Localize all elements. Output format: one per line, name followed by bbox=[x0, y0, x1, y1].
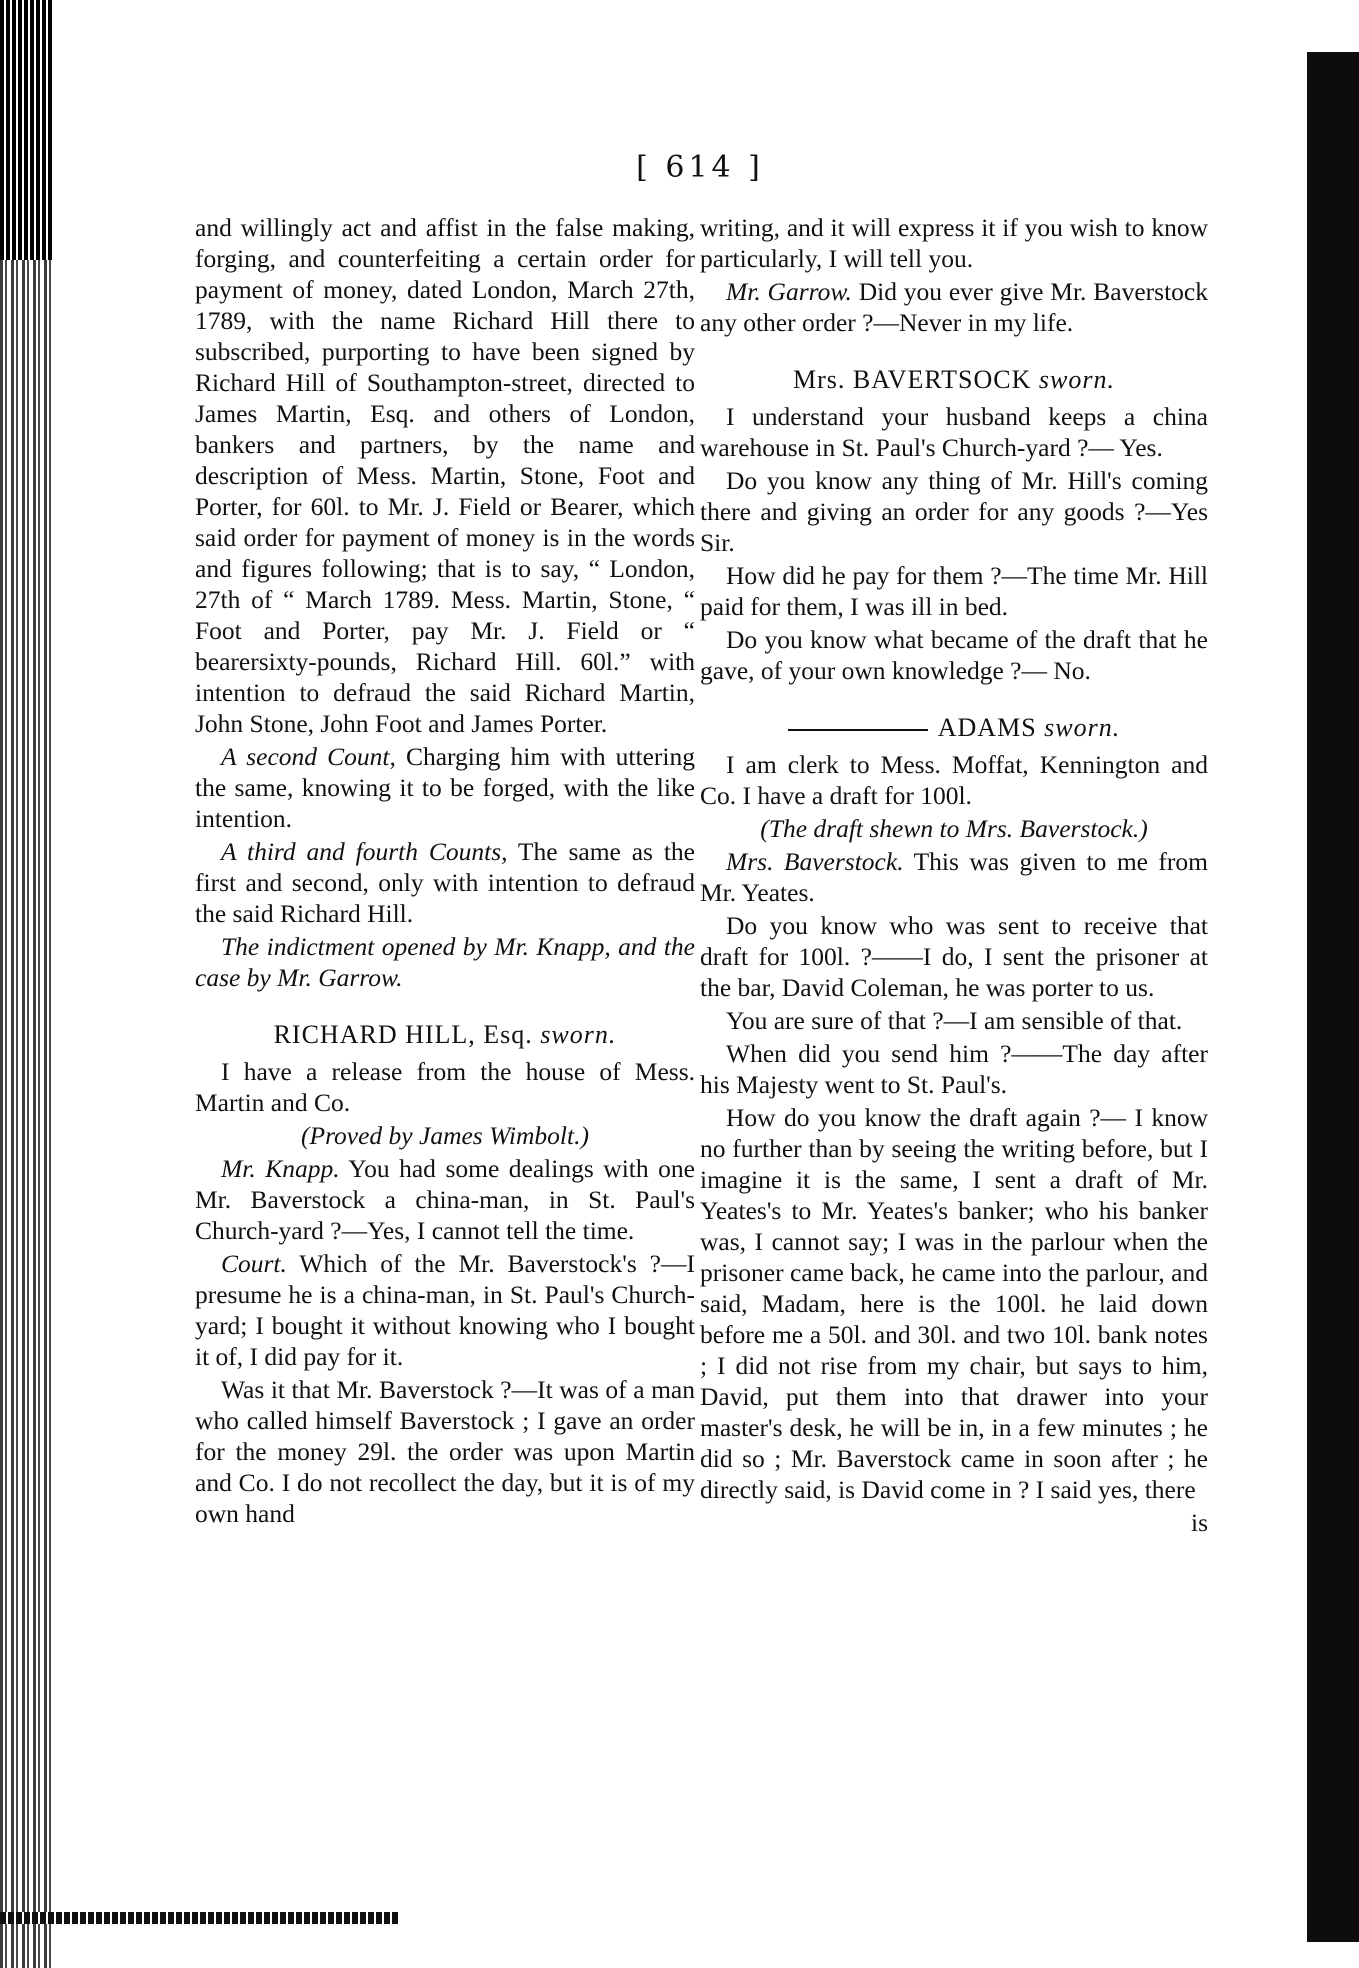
baverstock-q6: You are sure of that ?—I am sensible of that. bbox=[726, 1006, 1183, 1035]
adams-testimony: I am clerk to Mess. Moffat, Kennington and Co. I have a draft for 100l. bbox=[700, 750, 1208, 810]
court-question-text: Which of the Mr. Baverstock's ?—I presume he is a china-man, in St. Paul's Church-yard; I bought it without knowing who I bought it of, I did pay for it. bbox=[195, 1249, 695, 1371]
baverstock-answer-text: This was given to me from Mr. Yeates. bbox=[700, 847, 1208, 907]
witness-name: ADAMS bbox=[937, 713, 1037, 742]
second-count-text: Charging him with uttering the same, knowing it to be forged, with the like intention. bbox=[195, 742, 695, 833]
court-question bbox=[195, 1248, 695, 1372]
witness-name: Mrs. BAVERTSOCK bbox=[793, 365, 1032, 394]
second-count-paragraph bbox=[195, 741, 695, 834]
third-count-lead: A third and fourth Counts, bbox=[221, 837, 508, 866]
knapp-question bbox=[195, 1153, 695, 1246]
catchword: is bbox=[1190, 1508, 1208, 1537]
hill-testimony: I have a release from the house of Mess. Martin and Co. bbox=[195, 1057, 695, 1117]
scan-edge-right bbox=[1307, 52, 1359, 1942]
baverstock-q7: When did you send him ?——The day after his Majesty went to St. Paul's. bbox=[700, 1039, 1208, 1099]
second-count-lead: A second Count, bbox=[221, 742, 396, 771]
sworn-label: sworn. bbox=[1044, 713, 1121, 742]
speaker-knapp: Mr. Knapp. bbox=[221, 1154, 340, 1183]
speaker-garrow: Mr. Garrow. bbox=[726, 277, 852, 306]
indictment-opened-note: The indictment opened by Mr. Knapp, and the case by Mr. Garrow. bbox=[195, 932, 695, 992]
bavertsock-q4: Do you know what became of the draft that he gave, of your own knowledge ?— No. bbox=[700, 625, 1208, 685]
garrow-question-text: Did you ever give Mr. Baverstock any other order ?—Never in my life. bbox=[700, 277, 1208, 337]
baverstock-q8: How do you know the draft again ?— I know no further than by seeing the writing before, but I imagine it is the same, I sent a draft of Mr. Yeates's to Mr. Yeates's banker; who his banker was, I cannot say; I was in the parlour when the prisoner came back, he came into the parlour, and said, Madam, here is the 100l. he laid down before me a 50l. and 30l. and two 10l. bank notes ; I did not rise from my chair, but says to him, David, put them into that drawer into your master's desk, he will be in, in a few minutes ; he did so ; Mr. Baverstock came in soon after ; he directly said, is David come in ? I said yes, there bbox=[700, 1103, 1208, 1504]
bavertsock-q1: I understand your husband keeps a china warehouse in St. Paul's Church-yard ?— Yes. bbox=[700, 402, 1208, 462]
left-column bbox=[195, 212, 695, 1531]
witness-heading-bavertsock bbox=[700, 364, 1208, 395]
witness-heading-hill bbox=[195, 1019, 695, 1050]
scan-edge-left bbox=[0, 0, 54, 1968]
third-count-paragraph bbox=[195, 836, 695, 929]
scan-edge-bottom bbox=[0, 1912, 400, 1924]
witness-heading-adams bbox=[700, 712, 1208, 743]
blank-name-rule bbox=[788, 729, 928, 731]
bavertsock-q3: How did he pay for them ?—The time Mr. Hill paid for them, I was ill in bed. bbox=[700, 561, 1208, 621]
witness-name: RICHARD HILL, Esq. bbox=[273, 1020, 533, 1049]
scan-edge-left-top bbox=[0, 0, 54, 260]
baverstock-question: Was it that Mr. Baverstock ?—It was of a man who called himself Baverstock ; I gave an order for the money 29l. the order was upon Martin and Co. I do not recollect the day, but it is of my own hand bbox=[195, 1375, 695, 1528]
draft-shewn-note: (The draft shewn to Mrs. Baverstock.) bbox=[760, 814, 1148, 843]
indictment-paragraph: and willingly act and affist in the false making, forging, and counterfeiting a certain order for payment of money, dated London, March 27th, 1789, with the name Richard Hill there to subscribed, purporting to have been signed by Richard Hill of Southampton-street, directed to James Martin, Esq. and others of London, bankers and partners, by the name and description of Mess. Martin, Stone, Foot and Porter, for 60l. to Mr. J. Field or Bearer, which said order for payment of money is in the words and figures following; that is to say, “ London, 27th of “ March 1789. Mess. Martin, Stone, “ Foot and Porter, pay Mr. J. Field or “ bearersixty-pounds, Richard Hill. 60l.” with intention to defraud the said Richard Martin, John Stone, John Foot and James Porter. bbox=[195, 213, 695, 738]
sworn-label: sworn. bbox=[540, 1020, 617, 1049]
page-number: [ 614 ] bbox=[636, 150, 764, 185]
proved-note: (Proved by James Wimbolt.) bbox=[301, 1121, 589, 1150]
speaker-court: Court. bbox=[221, 1249, 287, 1278]
continued-testimony: writing, and it will express it if you wish to know particularly, I will tell you. bbox=[700, 213, 1208, 273]
garrow-question bbox=[700, 276, 1208, 338]
right-column bbox=[700, 212, 1208, 1540]
knapp-question-text: You had some dealings with one Mr. Baverstock a china-man, in St. Paul's Church-yard ?—Yes, I cannot tell the time. bbox=[195, 1154, 695, 1245]
sworn-label: sworn. bbox=[1038, 365, 1115, 394]
bavertsock-q2: Do you know any thing of Mr. Hill's coming there and giving an order for any goods ?—Yes Sir. bbox=[700, 466, 1208, 557]
third-count-text: The same as the first and second, only with intention to defraud the said Richard Hill. bbox=[195, 837, 695, 928]
baverstock-answer bbox=[700, 846, 1208, 908]
baverstock-q5: Do you know who was sent to receive that draft for 100l. ?——I do, I sent the prisoner at the bar, David Coleman, he was porter to us. bbox=[700, 911, 1208, 1002]
speaker-baverstock: Mrs. Baverstock. bbox=[726, 847, 904, 876]
